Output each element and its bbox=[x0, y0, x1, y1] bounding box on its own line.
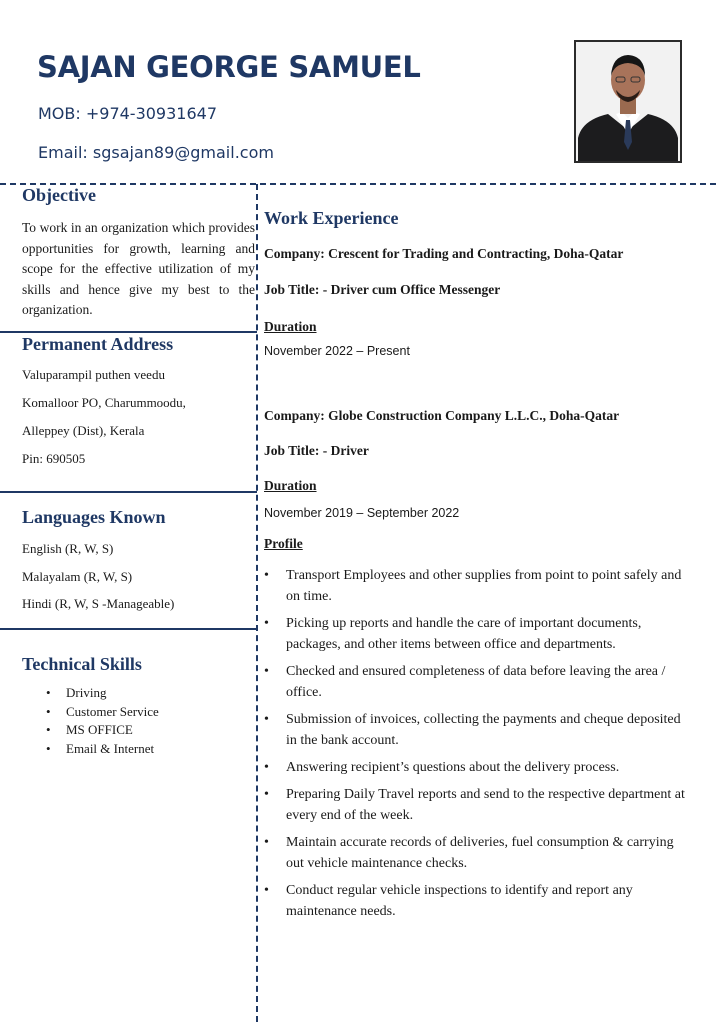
job-title: Job Title: - Driver cum Office Messenger bbox=[264, 282, 501, 297]
profile-item: • Checked and ensured completeness of data before leaving the area / office. bbox=[264, 661, 694, 703]
email-address: Email: sgsajan89@gmail.com bbox=[38, 143, 274, 162]
profile-item: • Transport Employees and other supplies from point to point safely and on time. bbox=[264, 565, 694, 607]
column-divider bbox=[256, 184, 258, 1022]
job-company: Company: Crescent for Trading and Contracting, Doha-Qatar bbox=[264, 246, 624, 261]
skill-item: • MS OFFICE bbox=[46, 721, 159, 740]
job-title: Job Title: - Driver bbox=[264, 443, 369, 458]
skills-list bbox=[46, 684, 159, 758]
job-duration: November 2019 – September 2022 bbox=[264, 506, 460, 520]
person-portrait-icon bbox=[576, 42, 680, 161]
profile-label: Profile bbox=[264, 536, 303, 551]
skill-item: • Email & Internet bbox=[46, 740, 159, 759]
profile-item: • Picking up reports and handle the care of important documents, packages, and other items between office and departments. bbox=[264, 613, 694, 655]
language-item: Hindi (R, W, S -Manageable) bbox=[22, 596, 175, 611]
job-company: Company: Globe Construction Company L.L.C., Doha-Qatar bbox=[264, 408, 620, 423]
skills-heading: Technical Skills bbox=[22, 654, 142, 674]
profile-item: • Answering recipient’s questions about the delivery process. bbox=[264, 757, 694, 778]
profile-item: • Submission of invoices, collecting the payments and cheque deposited in the bank account. bbox=[264, 709, 694, 751]
profile-item: • Conduct regular vehicle inspections to identify and report any maintenance needs. bbox=[264, 880, 694, 922]
skill-item: • Customer Service bbox=[46, 703, 159, 722]
mobile-number: MOB: +974-30931647 bbox=[38, 104, 218, 123]
section-divider-skills bbox=[0, 628, 257, 630]
profile-item: • Preparing Daily Travel reports and send to the respective department at every end of the week. bbox=[264, 784, 694, 826]
skill-item: • Driving bbox=[46, 684, 159, 703]
duration-label: Duration bbox=[264, 478, 317, 493]
job-duration: November 2022 – Present bbox=[264, 344, 410, 358]
address-line: Komalloor PO, Charummoodu, bbox=[22, 395, 186, 410]
language-item: Malayalam (R, W, S) bbox=[22, 569, 133, 584]
experience-heading: Work Experience bbox=[264, 208, 399, 228]
language-item: English (R, W, S) bbox=[22, 541, 114, 556]
address-line: Valuparampil puthen veedu bbox=[22, 367, 165, 382]
section-divider-address bbox=[0, 331, 257, 333]
languages-heading: Languages Known bbox=[22, 507, 166, 527]
address-line: Pin: 690505 bbox=[22, 451, 86, 466]
address-heading: Permanent Address bbox=[22, 334, 174, 354]
duration-label: Duration bbox=[264, 319, 317, 334]
objective-text: To work in an organization which provides opportunities for growth, learning and scope for the effective utilization of my skills and hence give my best to the organization. bbox=[22, 220, 255, 317]
section-divider-languages bbox=[0, 491, 257, 493]
profile-item: • Maintain accurate records of deliveries, fuel consumption & carrying out vehicle maintenance checks. bbox=[264, 832, 694, 874]
objective-heading: Objective bbox=[22, 185, 96, 205]
profile-duties-list bbox=[264, 565, 694, 928]
candidate-name: SAJAN GEORGE SAMUEL bbox=[37, 50, 421, 84]
address-line: Alleppey (Dist), Kerala bbox=[22, 423, 145, 438]
profile-photo bbox=[574, 40, 682, 163]
header-divider bbox=[0, 183, 716, 185]
